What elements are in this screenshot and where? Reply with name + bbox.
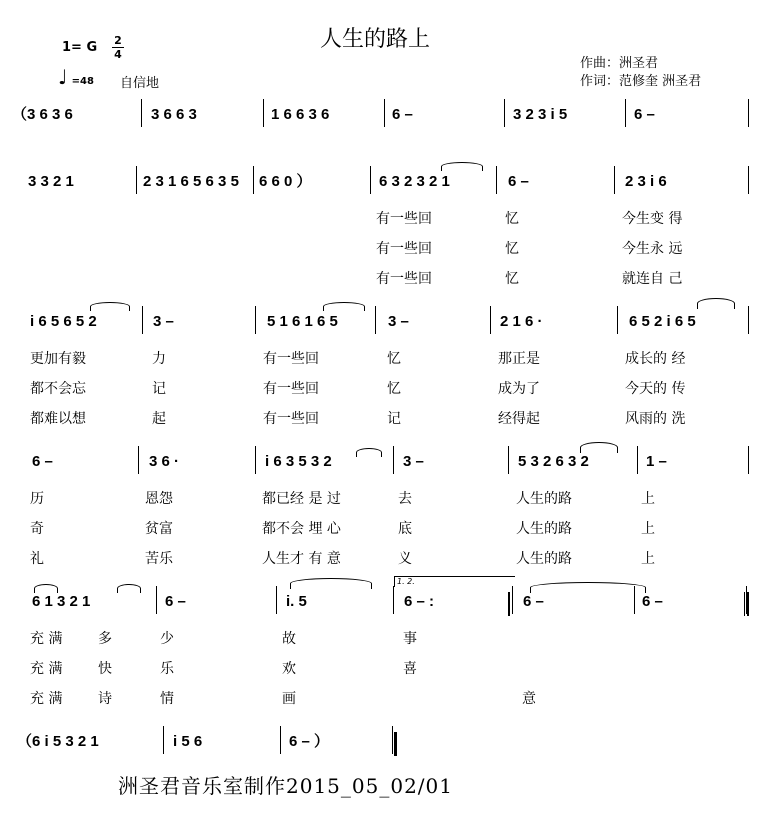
notation-measure: 3 – (388, 313, 409, 330)
lyric-syllable: 充 满 (30, 631, 63, 647)
lyric-syllable: 事 (403, 631, 417, 647)
double-barline (508, 592, 510, 616)
barline (375, 306, 376, 334)
notation-measure: 1 6 6 3 6 (271, 106, 330, 123)
quarter-note-icon: ♩ (58, 65, 68, 89)
tie-slur (580, 442, 618, 453)
final-barline (744, 592, 745, 616)
notation-measure: 6 – (634, 106, 655, 123)
tempo-value: =48 (71, 76, 94, 87)
lyric-syllable: 上 (641, 521, 655, 537)
lyric-syllable: 有一些回 (263, 381, 319, 397)
notation-measure: 2 3 i 6 (625, 173, 667, 190)
barline (748, 99, 749, 127)
lyric-syllable: 忆 (505, 211, 519, 227)
volta-bracket (394, 576, 515, 587)
notation-measure: 6 – : (404, 593, 435, 610)
lyric-syllable: 都不会 埋 心 (262, 521, 341, 537)
lyric-syllable: 情 (160, 691, 174, 707)
notation-measure: i 6 5 6 5 2 (30, 313, 97, 330)
lyric-syllable: 充 满 (30, 691, 63, 707)
barline (136, 166, 137, 194)
lyric-syllable: 上 (641, 551, 655, 567)
notation-measure: i 6 3 5 3 2 (265, 453, 332, 470)
footer-credit: 洲圣君音乐室制作2015_05_02/01 (118, 774, 453, 798)
lyric-syllable: 都难以想 (30, 411, 86, 427)
lyric-syllable: 就连自 己 (622, 271, 683, 287)
notation-measure: 5 3 2 6 3 2 (518, 453, 589, 470)
tie-slur (356, 448, 382, 457)
lyric-syllable: 今天的 传 (625, 381, 686, 397)
notation-measure: i 5 6 (173, 733, 203, 750)
final-barline (394, 732, 397, 756)
notation-measure: 6 – (523, 593, 544, 610)
notation-measure: 6 – ） (289, 733, 330, 750)
lyric-syllable: 恩怨 (145, 491, 173, 507)
barline (142, 306, 143, 334)
lyric-syllable: 力 (152, 351, 166, 367)
lyric-syllable: 人生的路 (516, 551, 572, 567)
lyric-syllable: 忆 (505, 241, 519, 257)
lyric-syllable: 义 (398, 551, 412, 567)
lyric-syllable: 有一些回 (263, 411, 319, 427)
composer: 作曲：洲圣君 (580, 56, 659, 71)
tie-slur (117, 584, 141, 593)
notation-measure: 6 6 0 ） (259, 173, 312, 190)
lyric-syllable: 记 (152, 381, 166, 397)
notation-measure: （6 i 5 3 2 1 (17, 733, 99, 750)
lyric-syllable: 欢 (282, 661, 296, 677)
lyric-syllable: 都不会忘 (30, 381, 86, 397)
notation-measure: 3 2 3 i 5 (513, 106, 568, 123)
time-signature (112, 34, 124, 61)
barline (614, 166, 615, 194)
barline (392, 726, 393, 754)
staff-row (0, 732, 781, 764)
staff-row (0, 452, 781, 484)
barline (141, 99, 142, 127)
time-signature-top: 2 (114, 34, 122, 47)
staff-row (0, 105, 781, 137)
notation-measure: 6 3 2 3 2 1 (379, 173, 450, 190)
barline (384, 99, 385, 127)
lyric-syllable: 上 (641, 491, 655, 507)
barline (163, 726, 164, 754)
barline (490, 306, 491, 334)
lyric-syllable: 忆 (387, 351, 401, 367)
tie-slur (530, 582, 646, 593)
tempo-word: 自信地 (120, 76, 160, 91)
barline (393, 586, 394, 614)
barline (138, 446, 139, 474)
tie-slur (90, 302, 130, 311)
tie-slur (323, 302, 365, 311)
lyric-syllable: 历 (30, 491, 44, 507)
key-signature: 1= G (62, 40, 98, 55)
lyric-syllable: 人生才 有 意 (262, 551, 341, 567)
lyric-syllable: 成长的 经 (625, 351, 686, 367)
barline (748, 306, 749, 334)
tempo-mark (58, 65, 94, 89)
barline (748, 446, 749, 474)
lyric-syllable: 记 (387, 411, 401, 427)
lyric-syllable: 人生的路 (516, 521, 572, 537)
barline (617, 306, 618, 334)
barline (255, 306, 256, 334)
lyric-syllable: 奇 (30, 521, 44, 537)
lyric-syllable: 快 (98, 661, 112, 677)
barline (748, 166, 749, 194)
notation-measure: 1 – (646, 453, 667, 470)
volta-label: 1. 2. (397, 577, 415, 586)
staff-row (0, 312, 781, 344)
lyric-syllable: 有一些回 (376, 241, 432, 257)
lyric-syllable: 成为了 (498, 381, 540, 397)
time-signature-bottom: 4 (114, 48, 122, 61)
barline (512, 586, 513, 614)
lyric-syllable: 有一些回 (376, 271, 432, 287)
lyric-syllable: 今生永 远 (622, 241, 683, 257)
lyric-syllable: 画 (282, 691, 296, 707)
barline (280, 726, 281, 754)
lyric-syllable: 更加有毅 (30, 351, 86, 367)
lyric-syllable: 充 满 (30, 661, 63, 677)
barline (637, 446, 638, 474)
notation-measure: 6 – (32, 453, 53, 470)
notation-measure: 6 – (508, 173, 529, 190)
lyric-syllable: 都已经 是 过 (262, 491, 341, 507)
lyric-syllable: 人生的路 (516, 491, 572, 507)
barline (255, 446, 256, 474)
song-title: 人生的路上 (320, 27, 431, 52)
notation-measure: 2 1 6 · (500, 313, 543, 330)
barline (253, 166, 254, 194)
lyric-syllable: 底 (398, 521, 412, 537)
barline (263, 99, 264, 127)
notation-measure: 3 – (403, 453, 424, 470)
barline (393, 446, 394, 474)
barline (370, 166, 371, 194)
notation-measure: 6 5 2 i 6 5 (629, 313, 696, 330)
lyric-syllable: 忆 (505, 271, 519, 287)
lyricist: 作词：范修奎 洲圣君 (580, 74, 702, 89)
notation-measure: 6 – (642, 593, 663, 610)
lyric-syllable: 苦乐 (145, 551, 173, 567)
lyric-syllable: 去 (398, 491, 412, 507)
tie-slur (34, 584, 58, 593)
final-barline (747, 592, 749, 616)
lyric-syllable: 诗 (98, 691, 112, 707)
notation-measure: 3 6 6 3 (151, 106, 197, 123)
lyric-syllable: 多 (98, 631, 112, 647)
notation-measure: 2 3 1 6 5 6 3 5 (143, 173, 239, 190)
barline (156, 586, 157, 614)
lyric-syllable: 贫富 (145, 521, 173, 537)
lyric-syllable: 喜 (403, 661, 417, 677)
lyric-syllable: 风雨的 洗 (625, 411, 686, 427)
lyric-syllable: 故 (282, 631, 296, 647)
notation-measure: 6 – (392, 106, 413, 123)
lyric-syllable: 那正是 (498, 351, 540, 367)
barline (625, 99, 626, 127)
lyric-syllable: 有一些回 (263, 351, 319, 367)
lyric-syllable: 有一些回 (376, 211, 432, 227)
barline (496, 166, 497, 194)
notation-measure: 6 1 3 2 1 (32, 593, 91, 610)
lyric-syllable: 礼 (30, 551, 44, 567)
lyric-syllable: 乐 (160, 661, 174, 677)
lyric-syllable: 忆 (387, 381, 401, 397)
notation-measure: 5 1 6 1 6 5 (267, 313, 338, 330)
notation-measure: 6 – (165, 593, 186, 610)
tie-slur (290, 578, 372, 589)
notation-measure: 3 6 · (149, 453, 180, 470)
barline (508, 446, 509, 474)
barline (504, 99, 505, 127)
tie-slur (697, 298, 735, 309)
tie-slur (441, 162, 483, 171)
lyric-syllable: 少 (160, 631, 174, 647)
notation-measure: 3 3 2 1 (28, 173, 74, 190)
lyric-syllable: 起 (152, 411, 166, 427)
staff-row (0, 592, 781, 624)
barline (276, 586, 277, 614)
staff-row (0, 172, 781, 204)
lyric-syllable: 意 (522, 691, 536, 707)
notation-measure: 3 – (153, 313, 174, 330)
lyric-syllable: 经得起 (498, 411, 540, 427)
notation-measure: i. 5 (286, 593, 307, 610)
notation-measure: （3 6 3 6 (12, 106, 73, 123)
lyric-syllable: 今生变 得 (622, 211, 683, 227)
